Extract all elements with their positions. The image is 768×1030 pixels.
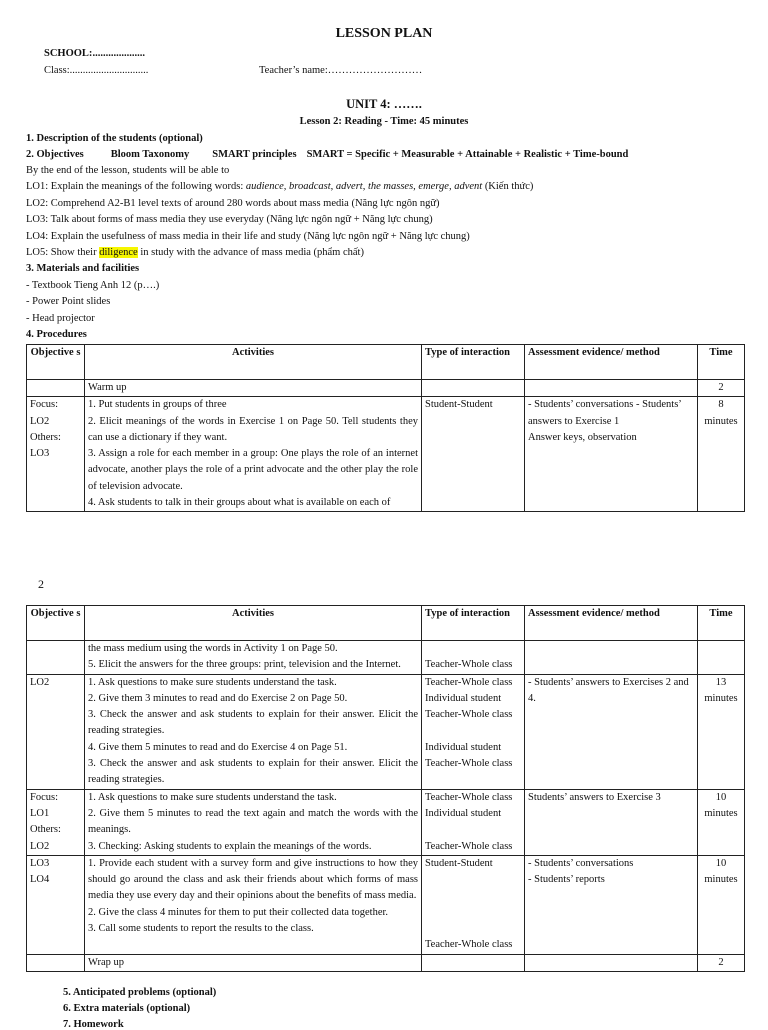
section-objectives: 2. Objectives Bloom Taxonomy SMART principles SMART = Specific + Measurable + Attainable + Realistic + Time-bound <box>26 149 629 160</box>
page-title: LESSON PLAN <box>335 26 433 41</box>
table-row: Warm up 2 <box>27 380 745 397</box>
lo2: LO2: Comprehend A2-B1 level texts of around 280 words about mass media (Năng lực ngôn ngữ) <box>26 198 440 209</box>
material-item: - Textbook Tieng Anh 12 (p….) <box>26 280 160 291</box>
table-row: Wrap up 2 <box>27 954 745 971</box>
class-field: Class:.............................. <box>44 65 149 76</box>
lo3: LO3: Talk about forms of mass media they use everyday (Năng lực ngôn ngữ + Năng lực chung) <box>26 214 433 225</box>
header-objectives: Objective s <box>27 345 85 380</box>
procedures-table-2 <box>26 605 745 972</box>
lo4: LO4: Explain the usefulness of mass media in their life and study (Năng lực ngôn ngữ + Năng lực chung) <box>26 231 470 242</box>
material-item: - Power Point slides <box>26 296 111 307</box>
unit-title: UNIT 4: ……. <box>346 97 422 111</box>
material-item: - Head projector <box>26 313 95 324</box>
section-problems: 5. Anticipated problems (optional) <box>63 987 217 998</box>
lo5: LO5: Show their diligence in study with the advance of mass media (phẩm chất) <box>26 247 364 258</box>
lesson-title: Lesson 2: Reading - Time: 45 minutes <box>299 116 469 127</box>
table-row: the mass medium using the words in Activity 1 on Page 50. 5. Elicit the answers for the three groups: print, television and the Internet. Teacher-Whole class <box>27 641 745 675</box>
table-row: LO2 1. Ask questions to make sure students understand the task. 2. Give them 3 minutes to read and do Exercise 2 on Page 50. 3. Check the answer and ask students to explain for their answer. Elicit the reading strategies. 4. Give them 5 minutes to read and do Exercise 4 on Page 51. 3. Check the answer and ask students to explain for their answer. Elicit the reading strategies. Teacher-Whole class Individual student Teacher-Whole class Individual student Teacher-Whole class - Students’ answers to Exercises 2 and 4. 13 minutes <box>27 674 745 789</box>
header-interaction: Type of interaction <box>422 606 525 641</box>
section-procedures: 4. Procedures <box>26 329 87 340</box>
school-field: SCHOOL:.................... <box>44 48 145 59</box>
procedures-table-1 <box>26 344 745 512</box>
header-assessment: Assessment evidence/ method <box>525 345 698 380</box>
header-objectives: Objective s <box>27 606 85 641</box>
header-activities: Activities <box>85 606 422 641</box>
lo1: LO1: Explain the meanings of the following words: audience, broadcast, advert, the masses, emerge, advent (Kiến thức) <box>26 181 534 192</box>
page-number: 2 <box>38 577 44 591</box>
header-time: Time <box>698 345 745 380</box>
header-activities: Activities <box>85 345 422 380</box>
header-interaction: Type of interaction <box>422 345 525 380</box>
section-extra: 6. Extra materials (optional) <box>63 1003 191 1014</box>
header-time: Time <box>698 606 745 641</box>
header-assessment: Assessment evidence/ method <box>525 606 698 641</box>
section-homework: 7. Homework <box>63 1019 124 1030</box>
teacher-field: Teacher’s name:……………………… <box>259 65 423 76</box>
section-description: 1. Description of the students (optional) <box>26 133 203 144</box>
section-materials: 3. Materials and facilities <box>26 263 140 274</box>
highlight: diligence <box>99 247 138 258</box>
table-row: Focus: LO2 Others: LO3 1. Put students in groups of three 2. Elicit meanings of the words in Exercise 1 on Page 50. Tell students they can use a dictionary if they want. 3. Assign a role for each member in a group: One plays the role of an internet advocate, another plays the role of a print advocate and the other play the role of television advocate. 4. Ask students to talk in their groups about what is available on each of Student-Student - Students’ conversations - Students’ answers to Exercise 1 Answer keys, observation 8 minutes <box>27 397 745 512</box>
table-row: LO3 LO4 1. Provide each student with a survey form and give instructions to how they should go around the class and ask their friends about which forms of mass media they use every day and their opinions about the benefits of mass media. 2. Give the class 4 minutes for them to put their collected data together. 3. Call some students to report the results to the class. Student-Student Teacher-Whole class - Students’ conversations - Students’ reports 10 minutes <box>27 855 745 954</box>
table-row: Focus: LO1 Others: LO2 1. Ask questions to make sure students understand the task. 2. Give them 5 minutes to read the text again and match the words with the meanings. 3. Checking: Asking students to explain the meanings of the words. Teacher-Whole class Individual student Teacher-Whole class Students’ answers to Exercise 3 10 minutes <box>27 789 745 855</box>
objectives-intro: By the end of the lesson, students will be able to <box>26 165 230 176</box>
